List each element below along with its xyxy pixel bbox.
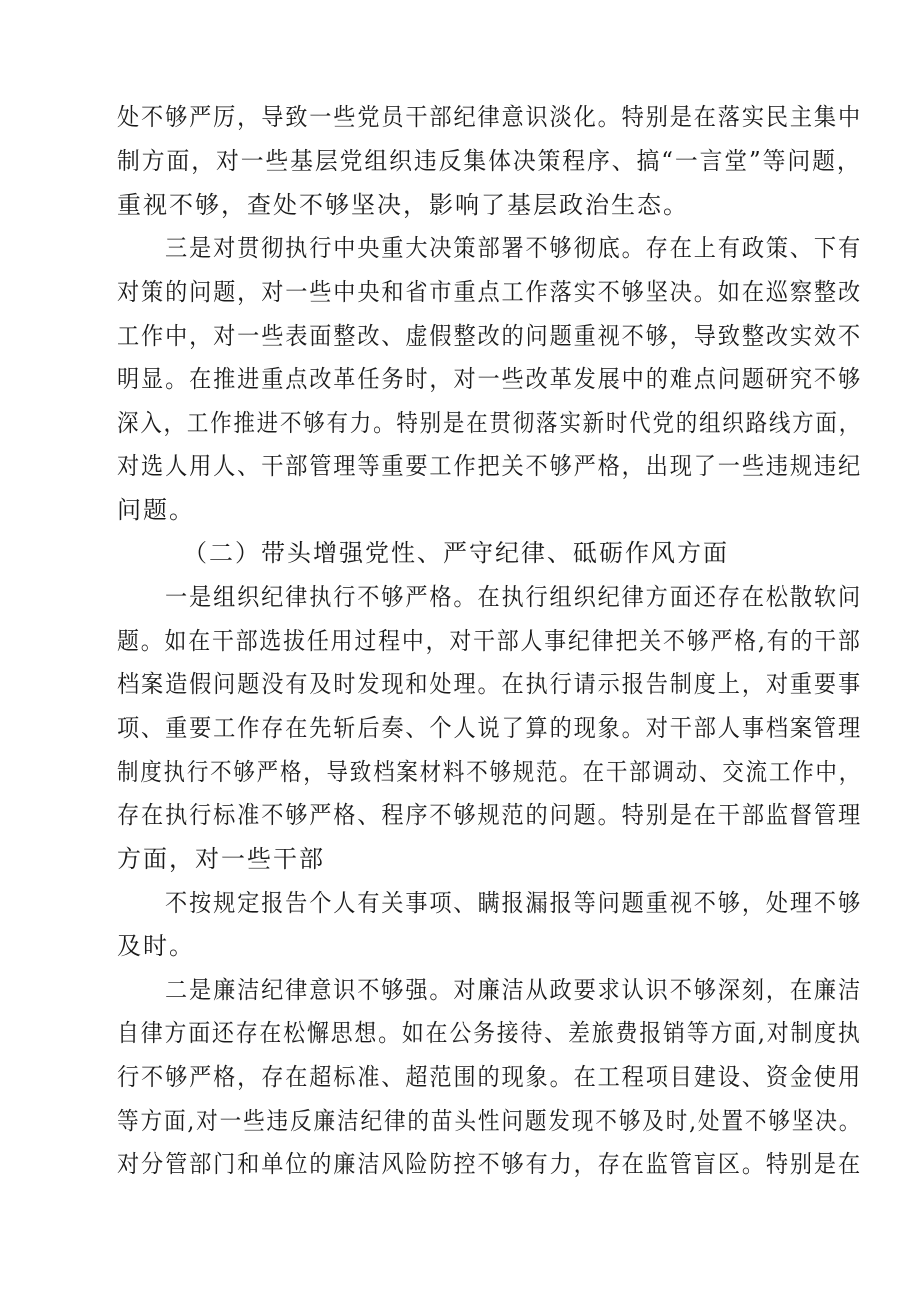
paragraph-line: 制方面，对一些基层党组织违反集体决策程序、搞“一言堂”等问题，: [117, 147, 862, 175]
paragraph-line: 行不够严格，存在超标准、超范围的现象。在工程项目建设、资金使用: [117, 1063, 862, 1091]
paragraph-line: 档案造假问题没有及时发现和处理。在执行请示报告制度上，对重要事: [117, 670, 862, 698]
paragraph-line: 明显。在推进重点改革任务时，对一些改革发展中的难点问题研究不够: [117, 365, 862, 393]
paragraph-line: 问题。: [117, 496, 195, 524]
paragraph-line: 对选人用人、干部管理等重要工作把关不够严格，出现了一些违规违纪: [117, 452, 862, 480]
paragraph-line: 处不够严厉，导致一些党员干部纪律意识淡化。特别是在落实民主集中: [117, 103, 862, 131]
paragraph-line: 一是组织纪律执行不够严格。在执行组织纪律方面还存在松散软问: [165, 583, 862, 611]
section-heading: （二）带头增强党性、严守纪律、砥砺作风方面: [183, 539, 729, 567]
paragraph-line: 等方面,对一些违反廉洁纪律的苗头性问题发现不够及时,处置不够坚决。: [117, 1107, 863, 1135]
paragraph-line: 题。如在干部选拔任用过程中，对干部人事纪律把关不够严格,有的干部: [117, 627, 862, 655]
paragraph-line: 对策的问题，对一些中央和省市重点工作落实不够坚决。如在巡察整改: [117, 278, 862, 306]
paragraph-line: 制度执行不够严格，导致档案材料不够规范。在干部调动、交流工作中，: [117, 758, 862, 786]
paragraph-line: 项、重要工作存在先斩后奏、个人说了算的现象。对干部人事档案管理: [117, 714, 862, 742]
paragraph-line: 二是廉洁纪律意识不够强。对廉洁从政要求认识不够深刻，在廉洁: [165, 976, 862, 1004]
paragraph-line: 及时。: [117, 932, 195, 960]
paragraph-line: 存在执行标准不够严格、程序不够规范的问题。特别是在干部监督管理: [117, 801, 862, 829]
paragraph-line: 三是对贯彻执行中央重大决策部署不够彻底。存在上有政策、下有: [165, 234, 862, 262]
paragraph-line: 自律方面还存在松懈思想。如在公务接待、差旅费报销等方面,对制度执: [117, 1019, 862, 1047]
paragraph-line: 不按规定报告个人有关事项、瞒报漏报等问题重视不够，处理不够: [165, 889, 862, 917]
paragraph-line: 深入，工作推进不够有力。特别是在贯彻落实新时代党的组织路线方面，: [117, 409, 862, 437]
paragraph-line: 重视不够，查处不够坚决，影响了基层政治生态。: [117, 191, 689, 219]
paragraph-line: 对分管部门和单位的廉洁风险防控不够有力，存在监管盲区。特别是在: [117, 1150, 862, 1178]
paragraph-line: 工作中，对一些表面整改、虚假整改的问题重视不够，导致整改实效不: [117, 322, 862, 350]
paragraph-line: 方面，对一些干部: [117, 845, 325, 873]
